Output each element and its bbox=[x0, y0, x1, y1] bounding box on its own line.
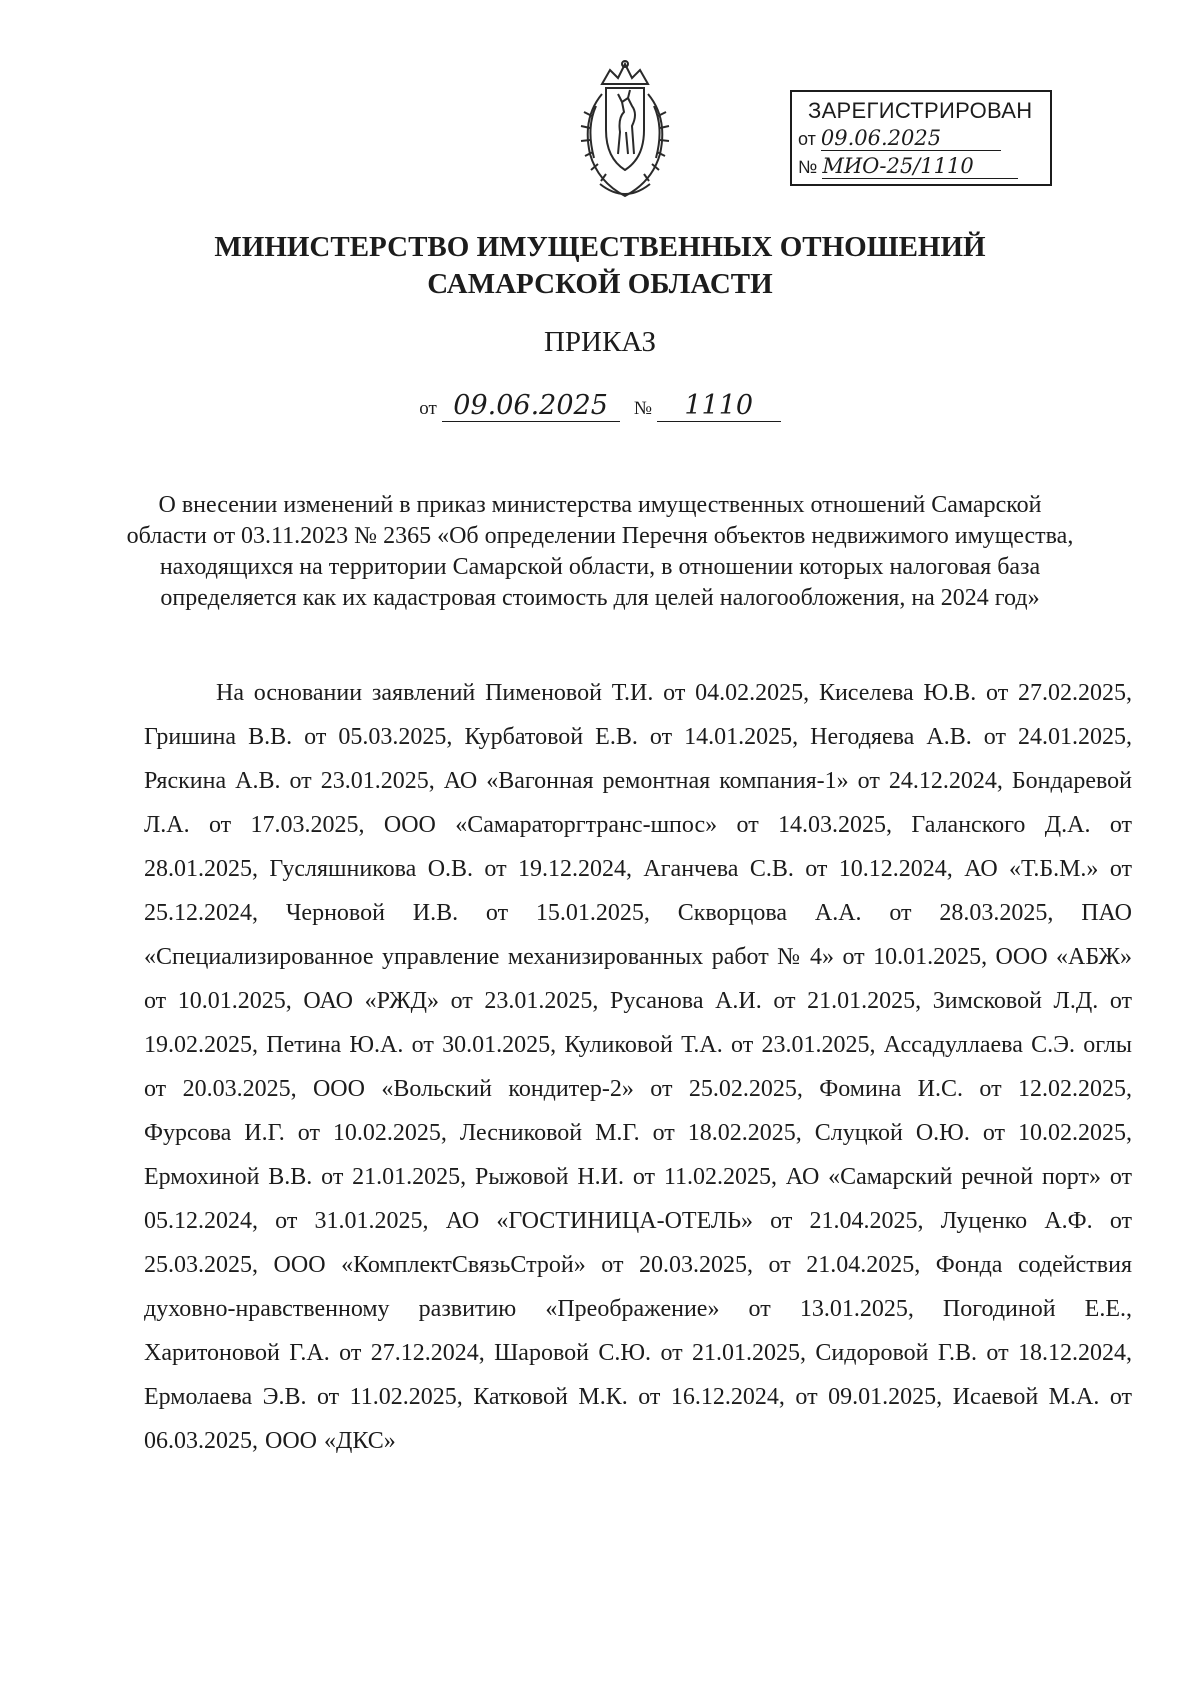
body-paragraph: На основании заявлений Пименовой Т.И. от 04.02.2025, Киселева Ю.В. от 27.02.2025, Гришина В.В. от 05.03.2025, Курбатовой Е.В. от 14.01.2025, Негодяева А.В. от 24.01.2025, Ряскина А.В. от 23.01.2025, АО «Вагонная ремонтная компания-1» от 24.12.2024, Бондаревой Л.А. от 17.03.2025, ООО «Самараторгтранс-шпос» от 14.03.2025, Галанского Д.А. от 28.01.2025, Гусляшникова О.В. от 19.12.2024, Аганчева С.В. от 10.12.2024, АО «Т.Б.М.» от 25.12.2024, Черновой И.В. от 15.01.2025, Скворцова А.А. от 28.03.2025, ПАО «Специализированное управление механизированных работ № 4» от 10.01.2025, ООО «АБЖ» от 10.01.2025, ОАО «РЖД» от 23.01.2025, Русанова А.И. от 21.01.2025, Зимсковой Л.Д. от 19.02.2025, Петина Ю.А. от 30.01.2025, Куликовой Т.А. от 23.01.2025, Ассадуллаева С.Э. оглы от 20.03.2025, ООО «Вольский кондитер-2» от 25.02.2025, Фомина И.С. от 12.02.2025, Фурсова И.Г. от 10.02.2025, Лесниковой М.Г. от 18.02.2025, Слуцкой О.Ю. от 10.02.2025, Ермохиной В.В. от 21.01.2025, Рыжовой Н.И. от 11.02.2025, АО «Самарский речной порт» от 05.12.2024, от 31.01.2025, АО «ГОСТИНИЦА-ОТЕЛЬ» от 21.04.2025, Луценко А.Ф. от 25.03.2025, ООО «КомплектСвязьСтрой» от 20.03.2025, от 21.04.2025, Фонда содействия духовно-нравственному развитию «Преображение» от 13.01.2025, Погодиной Е.Е., Харитоновой Г.А. от 27.12.2024, Шаровой С.Ю. от 21.01.2025, Сидоровой Г.В. от 18.12.2024, Ермолаева Э.В. от 11.02.2025, Катковой М.К. от 16.12.2024, от 09.01.2025, Исаевой М.А. от 06.03.2025, ООО «ДКС» bbox=[144, 680, 1132, 1454]
order-subject: О внесении изменений в приказ министерства имущественных отношений Самарской области от 03.11.2023 № 2365 «Об определении Перечня объектов недвижимого имущества, находящихся на территории Самарской области, в отношении которых налоговая база определяется как их кадастровая стоимость для целей налогообложения, на 2024 год» bbox=[126, 492, 1074, 611]
order-reference bbox=[0, 390, 1200, 422]
order-number-prefix: № bbox=[633, 398, 652, 419]
stamp-date-prefix: от bbox=[798, 129, 816, 149]
stamp-date-line bbox=[798, 126, 1001, 151]
stamp-number-handwritten: МИО-25/1110 bbox=[822, 154, 1018, 179]
ministry-title-line1: МИНИСТЕРСТВО ИМУЩЕСТВЕННЫХ ОТНОШЕНИЙ bbox=[214, 231, 986, 263]
document-type: ПРИКАЗ bbox=[543, 326, 657, 358]
stamp-date-handwritten: 09.06.2025 bbox=[821, 126, 1001, 151]
ministry-title bbox=[0, 229, 1200, 303]
order-date-handwritten: 09.06.2025 bbox=[442, 390, 620, 422]
stamp-number-line bbox=[798, 154, 1018, 179]
stamp-number-prefix: № bbox=[798, 157, 818, 177]
coat-of-arms-emblem bbox=[562, 58, 688, 208]
ministry-title-line2: САМАРСКОЙ ОБЛАСТИ bbox=[427, 268, 773, 300]
registration-stamp bbox=[790, 90, 1052, 186]
order-number-handwritten: 1110 bbox=[657, 390, 781, 422]
order-date-prefix: от bbox=[419, 398, 437, 419]
stamp-title: ЗАРЕГИСТРИРОВАН bbox=[808, 98, 1033, 123]
